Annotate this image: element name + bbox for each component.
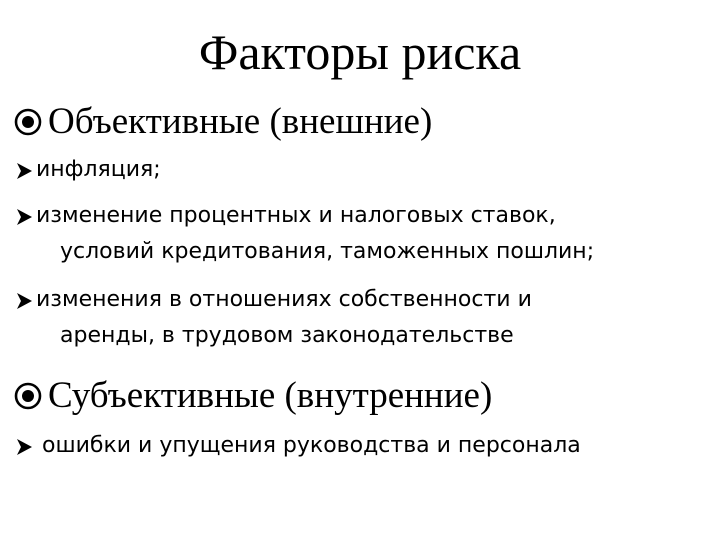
arrow-bullet-icon: [14, 437, 34, 457]
section-heading-objective: [14, 100, 432, 144]
list-item: [14, 428, 581, 464]
target-bullet-icon: [14, 382, 42, 410]
list-item-text-continued: условий кредитования, таможенных пошлин;: [60, 239, 595, 264]
list-item-text-continued: аренды, в трудовом законодательстве: [60, 323, 514, 348]
list-item-text: инфляция;: [36, 157, 161, 182]
section-heading-label: Объективные (внешние): [48, 101, 433, 142]
list-item: [14, 198, 594, 270]
slide-title: Факторы риска: [198, 24, 522, 80]
list-item-text: ошибки и упущения руководства и персонала: [42, 433, 581, 458]
list-item-text: изменение процентных и налоговых ставок,: [36, 203, 556, 228]
list-item-text: изменения в отношениях собственности и: [36, 287, 532, 312]
arrow-bullet-icon: [14, 207, 34, 227]
list-item: [14, 152, 161, 188]
arrow-bullet-icon: [14, 291, 34, 311]
section-heading-subjective: [14, 374, 492, 418]
target-bullet-icon: [14, 108, 42, 136]
section-heading-label: Субъективные (внутренние): [48, 375, 493, 416]
list-item: [14, 282, 532, 354]
arrow-bullet-icon: [14, 161, 34, 181]
